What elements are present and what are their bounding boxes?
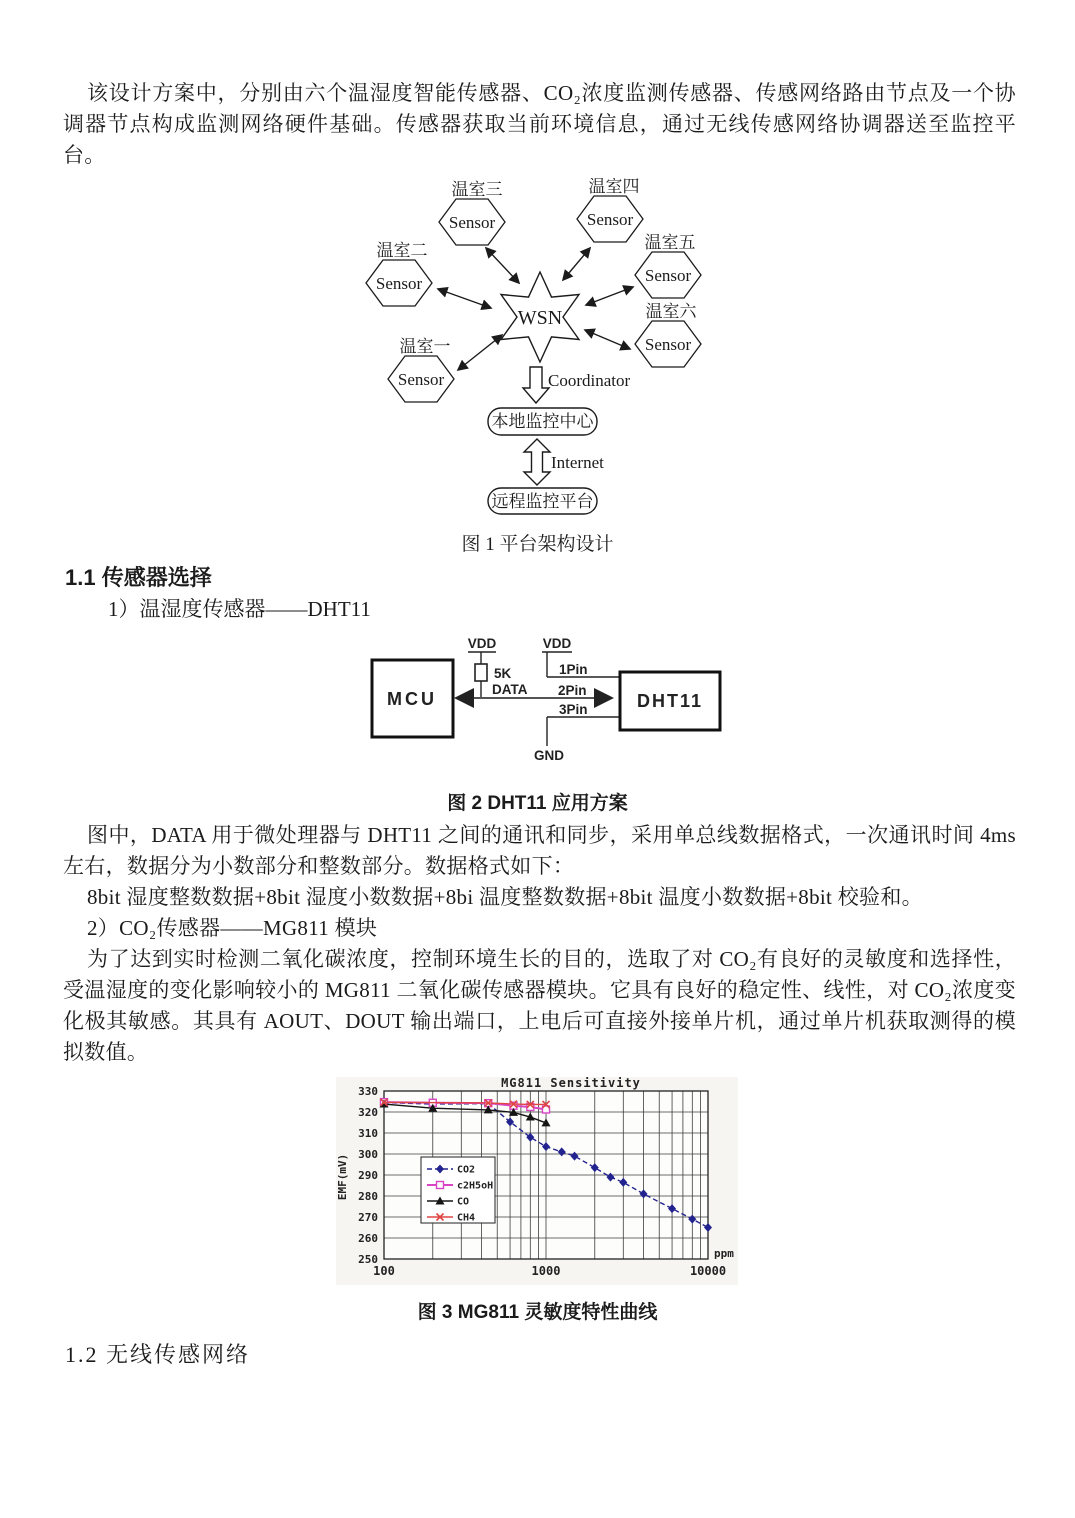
y-tick-label: 250: [358, 1253, 378, 1266]
link-arrow: [486, 248, 519, 283]
room-label: 温室二: [376, 241, 428, 260]
sensor-label: Sensor: [397, 370, 445, 389]
sensor-label: Sensor: [644, 335, 692, 354]
room-label: 温室一: [399, 337, 451, 356]
link-arrow: [563, 248, 590, 280]
link-arrow: [438, 289, 491, 308]
link-arrow: [585, 330, 630, 349]
pin3-label: 3Pin: [559, 702, 588, 717]
figure-2-dht11-schematic: [365, 633, 725, 773]
y-tick-label: 320: [358, 1106, 378, 1119]
list-item-mg811: 2）CO₂传感器——MG811 模块: [87, 916, 378, 940]
sensor-node-greenhouse-6: [635, 302, 701, 367]
mg811-sensitivity-chart: [336, 1077, 738, 1285]
coordinator-arrow: [523, 367, 549, 403]
section-heading-1-1: 1.1 传感器选择: [65, 565, 212, 590]
y-tick-label: 260: [358, 1232, 378, 1245]
y-axis-label: EMF(mV): [336, 1153, 349, 1201]
sensor-label: Sensor: [644, 266, 692, 285]
figure-3-caption: 图 3 MG811 灵敏度特性曲线: [417, 1302, 658, 1323]
sensor-node-greenhouse-2: [366, 241, 432, 306]
gnd-label: GND: [534, 748, 564, 763]
legend-label-CO2: CO2: [457, 1164, 476, 1176]
coordinator-label: Coordinator: [548, 371, 631, 390]
x-axis-unit-label: ppm: [714, 1247, 734, 1260]
section-heading-1-2: 1.2 无线传感网络: [65, 1342, 251, 1367]
legend-label-CH4: CH4: [457, 1212, 476, 1224]
legend-label-c2H5oH: c2H5oH: [457, 1180, 494, 1192]
y-tick-label: 280: [358, 1190, 378, 1203]
y-tick-label: 330: [358, 1085, 378, 1098]
sensor-node-greenhouse-4: [577, 178, 643, 242]
sensor-label: Sensor: [375, 274, 423, 293]
data-line-label: DATA: [492, 682, 528, 697]
vdd-left-label: VDD: [467, 636, 497, 651]
legend-label-CO: CO: [457, 1196, 470, 1208]
sensor-node-greenhouse-3: [439, 180, 505, 245]
x-tick-label: 10000: [689, 1264, 727, 1278]
wsn-label: WSN: [517, 307, 563, 329]
y-tick-label: 270: [358, 1211, 378, 1224]
figure-3-chart: [336, 1077, 738, 1285]
room-label: 温室五: [644, 233, 696, 252]
dht11-label: DHT11: [636, 691, 704, 711]
chart-title: MG811 Sensitivity: [501, 1077, 641, 1090]
room-label: 温室三: [451, 180, 503, 199]
figure-1-caption: 图 1 平台架构设计: [461, 534, 614, 555]
room-label: 温室四: [588, 178, 640, 196]
chart-legend: [421, 1157, 495, 1224]
link-arrow: [586, 287, 633, 305]
y-tick-label: 310: [358, 1127, 378, 1140]
internet-arrow: [524, 439, 550, 485]
room-label: 温室六: [645, 302, 697, 321]
x-tick-label: 1000: [531, 1264, 561, 1278]
body-paragraph-format: 8bit 湿度整数数据+8bit 湿度小数数据+8bi 温度整数数据+8bit 温度小数数据+8bit 校验和。: [87, 885, 923, 909]
sensor-node-greenhouse-1: [388, 337, 454, 402]
x-tick-label: 100: [373, 1264, 395, 1278]
internet-label: Internet: [551, 453, 604, 472]
figure-2-caption: 图 2 DHT11 应用方案: [447, 793, 628, 814]
local-center-label: 本地监控中心: [491, 412, 594, 431]
sensor-label: Sensor: [448, 213, 496, 232]
remote-platform-label: 远程监控平台: [491, 492, 594, 511]
body-paragraph-data: 图中，DATA 用于微处理器与 DHT11 之间的通讯和同步，采用单总线数据格式，一次通讯时间 4ms 左右，数据分为小数部分和整数部分。数据格式如下：: [63, 823, 1016, 878]
y-tick-label: 290: [358, 1169, 378, 1182]
intro-paragraph: 该设计方案中，分别由六个温湿度智能传感器、CO₂浓度监测传感器、传感网络路由节点及一个协调器节点构成监测网络硬件基础。传感器获取当前环境信息，通过无线传感网络协调器送至监控平台。: [63, 81, 1016, 167]
pin1-label: 1Pin: [559, 662, 588, 677]
sensor-node-greenhouse-5: [635, 233, 701, 298]
mcu-label: MCU: [387, 689, 437, 709]
sensor-label: Sensor: [586, 210, 634, 229]
body-paragraph-mg811: 为了达到实时检测二氧化碳浓度，控制环境生长的目的，选取了对 CO₂有良好的灵敏度和选择性，受温湿度的变化影响较小的 MG811 二氧化碳传感器模块。它具有良好的稳定性、线性，对 CO₂浓度变化极其敏感。其具有 AOUT、DOUT 输出端口，上电后可直接外接单片机，通过单片机获取测得的模拟数值。: [63, 947, 1016, 1064]
y-tick-label: 300: [358, 1148, 378, 1161]
resistor-value-label: 5K: [494, 666, 512, 681]
pullup-resistor: [475, 664, 487, 681]
list-item-dht11: 1）温湿度传感器——DHT11: [108, 597, 371, 621]
link-arrow: [458, 335, 502, 370]
figure-1-wsn-topology: [345, 178, 745, 523]
pin2-label: 2Pin: [558, 683, 587, 698]
vdd-right-label: VDD: [542, 636, 572, 651]
